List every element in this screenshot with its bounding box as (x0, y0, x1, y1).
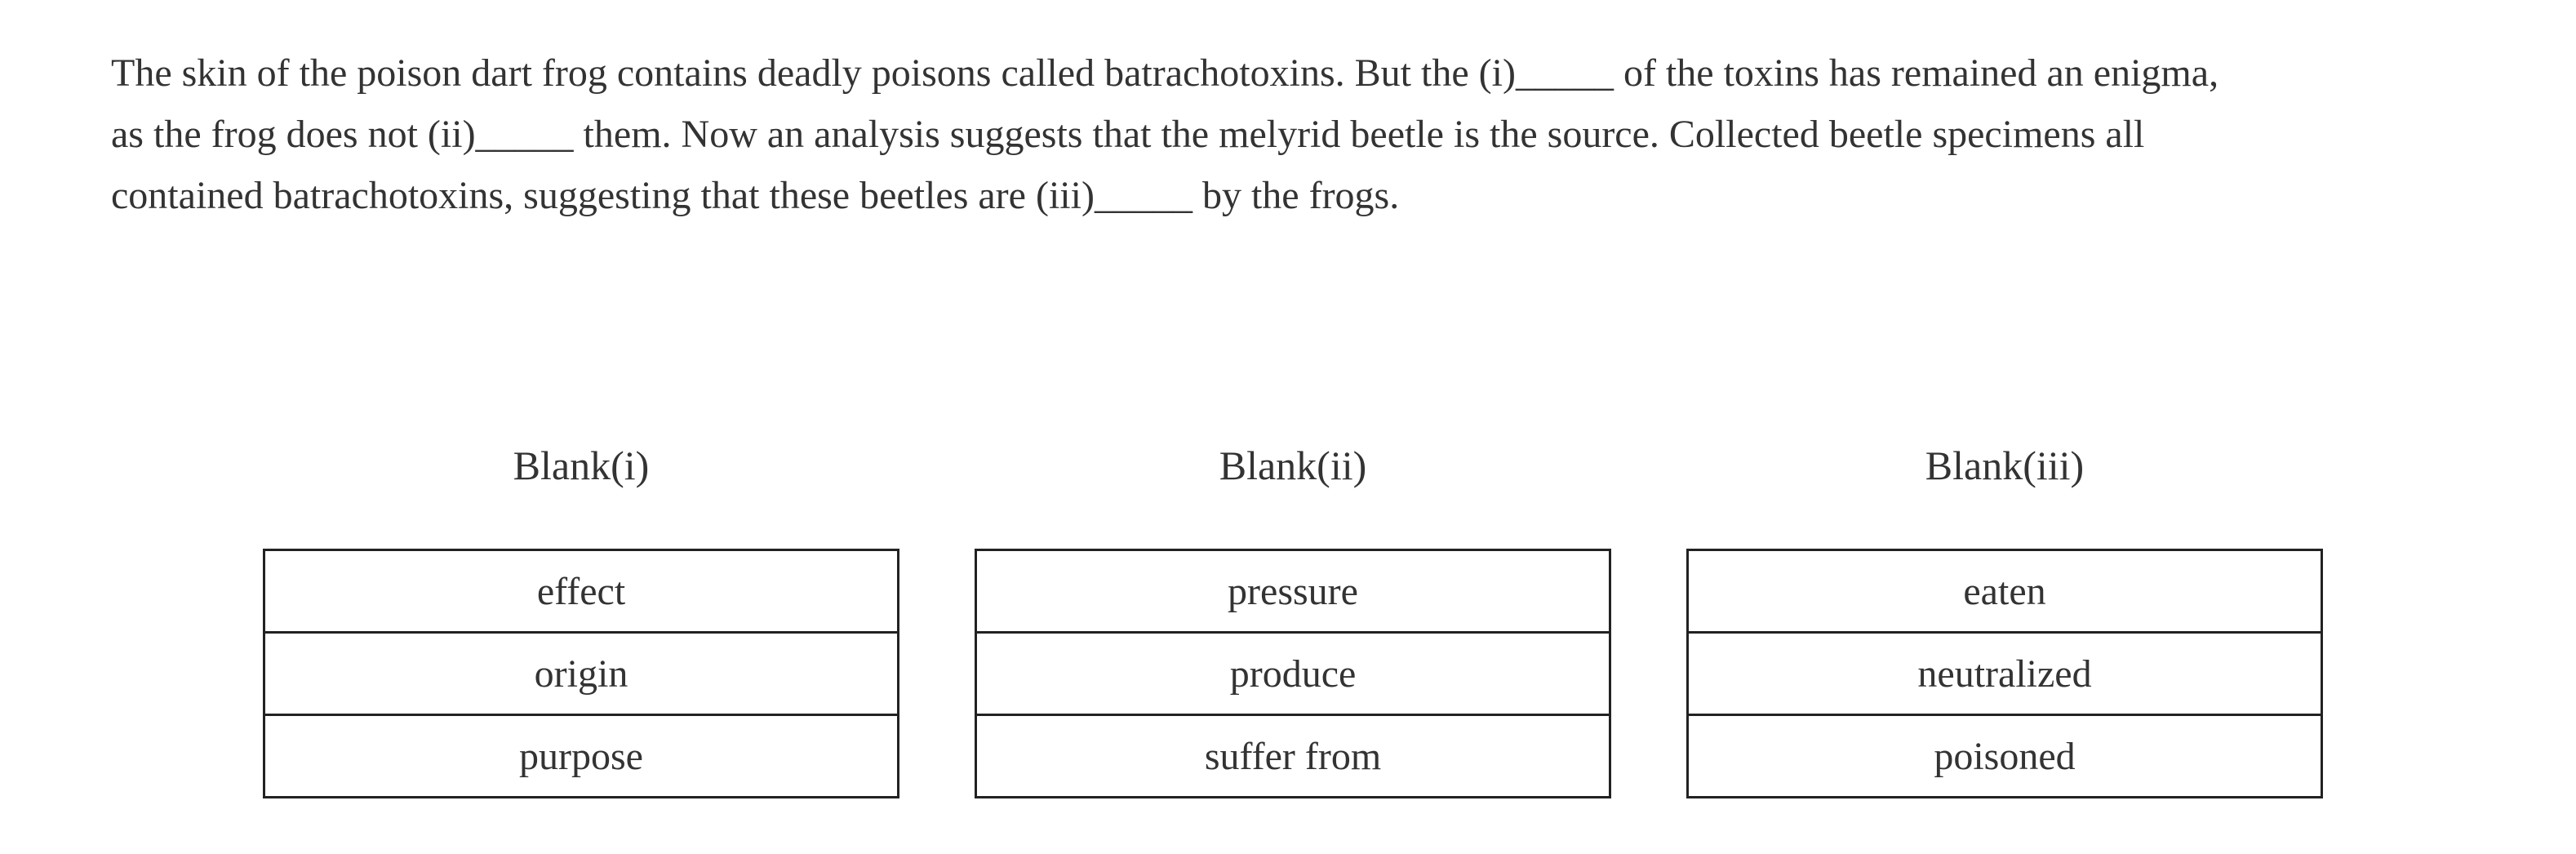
blank-iii-title: Blank(iii) (1925, 443, 2085, 488)
passage-line: as the frog does not (ii)_____ them. Now an analysis suggests that the melyrid beetle is the source. Collected beetle specimens all (111, 113, 2145, 156)
passage-text (111, 42, 2478, 226)
blank-iii-option[interactable]: neutralized (1688, 633, 2322, 715)
passage-line: The skin of the poison dart frog contains deadly poisons called batrachotoxins. But the (i)_____ of the toxins has remained an enigma, (111, 51, 2219, 95)
blank-iii-group (1686, 434, 2323, 798)
blank-iii-options (1686, 549, 2323, 798)
blank-ii-option[interactable]: suffer from (976, 715, 1610, 798)
blank-ii-group (975, 434, 1611, 798)
blank-i-option[interactable]: purpose (264, 715, 899, 798)
blank-i-group (263, 434, 899, 798)
passage-line: contained batrachotoxins, suggesting that these beetles are (iii)_____ by the frogs. (111, 174, 1400, 217)
blank-i-title: Blank(i) (513, 443, 650, 488)
blank-ii-title: Blank(ii) (1219, 443, 1367, 488)
blank-ii-option[interactable]: produce (976, 633, 1610, 715)
blank-i-option[interactable]: origin (264, 633, 899, 715)
blank-i-options (263, 549, 899, 798)
blank-iii-option[interactable]: poisoned (1688, 715, 2322, 798)
blank-ii-option[interactable]: pressure (976, 550, 1610, 633)
blank-ii-options (975, 549, 1611, 798)
blank-iii-option[interactable]: eaten (1688, 550, 2322, 633)
blank-i-option[interactable]: effect (264, 550, 899, 633)
